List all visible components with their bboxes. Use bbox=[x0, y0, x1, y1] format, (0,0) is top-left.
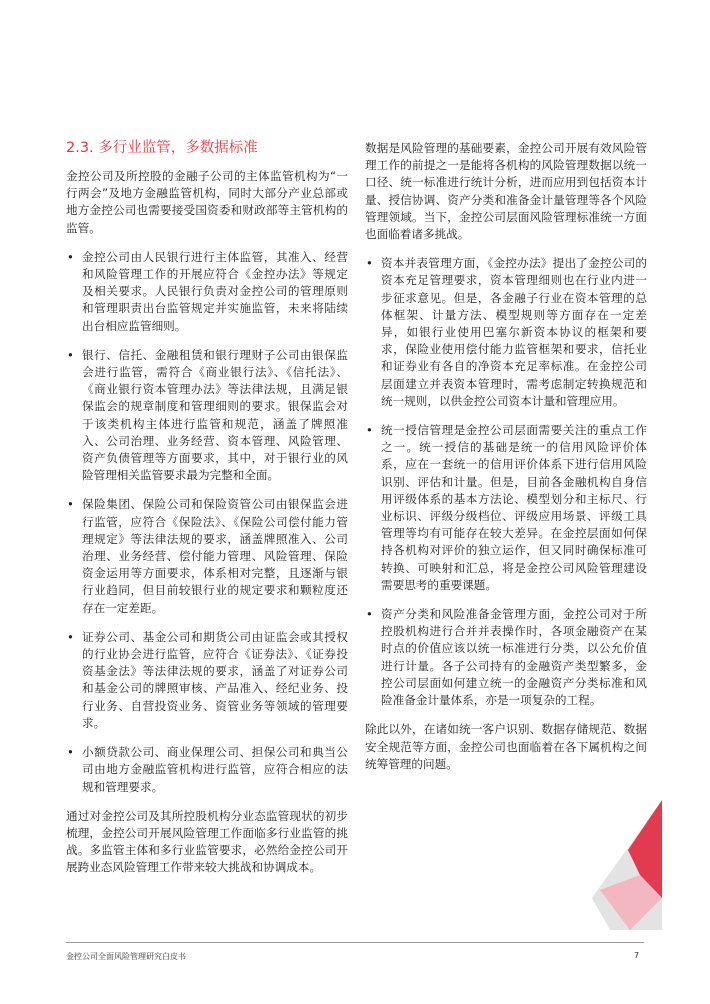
left-closing-paragraph: 通过对金控公司及其所控股机构分业态监管现状的初步梳理，金控公司开展风险管理工作面临多行业监管的挑战。多监管主体和多行业监管要求，必然给金控公司开展跨业态风险管理工作带来较大挑战和协调成本。 bbox=[66, 808, 348, 875]
list-item bbox=[66, 744, 348, 796]
list-item-text: 证券公司、基金公司和期货公司由证监会或其授权的行业协会进行监管，应符合《证券法》、《证券投资基金法》等法律法规的要求，涵盖了对证券公司和基金公司的牌照审核、产品准入、经纪业务、投行业务、自营投资业务、资管业务等领域的管理要求。 bbox=[82, 629, 348, 730]
list-item-text: 保险集团、保险公司和保险资管公司由银保监会进行监管，应符合《保险法》、《保险公司偿付能力管理规定》等法律法规的要求，涵盖牌照准入、公司治理、业务经营、偿付能力管理、风险管理、保险资金运用等方面要求，体系相对完整，且逐渐与银行业趋同，但目前较银行业的规定要求和颗粒度还存在一定差距。 bbox=[82, 497, 348, 615]
list-item-text: 小额贷款公司、商业保理公司、担保公司和典当公司由地方金融监管机构进行监管，应符合相应的法规和管理要求。 bbox=[82, 745, 348, 794]
list-item-text: 资本并表管理方面，《金控办法》提出了金控公司的资本充足管理要求，资本管理细则也在行业内进一步征求意见。但是，各金融子行业在资本管理的总体框架、计量方法、模型规则等方面存在一定差异，如银行业使用巴塞尔新资本协议的框架和要求，保险业使用偿付能力监管框架和要求，信托业和证券业有各自的净资本充足率标准。在金控公司层面建立并表资本管理时，需考虑制定转换规范和统一规则，以供金控公司资本计量和管理应用。 bbox=[381, 256, 647, 408]
right-column bbox=[365, 140, 647, 785]
left-bullet-list bbox=[66, 249, 348, 796]
list-item-text: 金控公司由人民银行进行主体监管，其准入、经营和风险管理工作的开展应符合《金控办法》等规定及相关要求。人民银行负责对金控公司的管理原则和管理职责出台监管规定并实施监管，未来将陆续出台相应监管细则。 bbox=[82, 249, 348, 333]
bullet-dot-icon: • bbox=[366, 256, 373, 271]
list-item bbox=[66, 629, 348, 732]
list-item-text: 统一授信管理是金控公司层面需要关注的重点工作之一。统一授信的基础是统一的信用风险评价体系，应在一套统一的信用评价体系下进行信用风险识别、评估和计量。但是，目前各金融机构自身信用评级体系的基本方法论、模型划分和主标尺、行业标识、评级分级档位、评级应用场景、评级工具管理等均有可能存在较大差异。在金控层面如何保持各机构对评价的独立运作，但又同时确保标准可转换、可映射和汇总，将是金控公司风险管理建设需要思考的重要课题。 bbox=[381, 423, 647, 592]
list-item bbox=[66, 496, 348, 616]
list-item-text: 银行、信托、金融租赁和银行理财子公司由银保监会进行监管，需符合《商业银行法》、《信托法》、《商业银行资本管理办法》等法律法规，且满足银保监会的规章制度和管理细则的要求。银保监会对于该类机构主体进行监管和规范，涵盖了牌照准入、公司治理、业务经营、资本管理、风险管理、资产负债管理等方面要求，其中，对于银行业的风险管理相关监管要求最为完整和全面。 bbox=[82, 347, 348, 483]
footer-title: 金控公司全面风险管理研究白皮书 bbox=[66, 952, 186, 961]
footer-divider bbox=[66, 942, 644, 943]
right-intro-paragraph: 数据是风险管理的基础要素，金控公司开展有效风险管理工作的前提之一是能将各机构的风险管理数据以统一口径、统一标准进行统计分析，进而应用到包括资本计量、授信协调、资产分类和准备金计量管理等各个风险管理领域。当下，金控公司层面风险管理标准统一方面也面临着诸多挑战。 bbox=[365, 141, 647, 242]
page-number: 7 bbox=[634, 951, 640, 960]
section-title: 2.3. 多行业监管，多数据标准 bbox=[66, 140, 258, 156]
list-item bbox=[66, 347, 348, 485]
bullet-dot-icon: • bbox=[366, 423, 373, 438]
list-item bbox=[365, 422, 647, 594]
bullet-dot-icon: • bbox=[67, 347, 74, 362]
list-item bbox=[365, 606, 647, 709]
list-item-text: 资产分类和风险准备金管理方面，金控公司对于所控股机构进行合并并表操作时，各项金融资产在某时点的价值应该以统一标准进行分类，以公允价值进行计量。各子公司持有的金融资产类型繁多，金控公司层面如何建立统一的金融资产分类标准和风险准备金计量体系，亦是一项复杂的工程。 bbox=[381, 607, 647, 708]
bullet-dot-icon: • bbox=[67, 497, 74, 512]
bullet-dot-icon: • bbox=[67, 629, 74, 644]
decorative-triangles-graphic bbox=[580, 780, 670, 930]
right-bullet-list bbox=[365, 255, 647, 709]
left-intro-paragraph: 金控公司及所控股的金融子公司的主体监管机构为“一行两会”及地方金融监管机构，同时大部分产业总部或地方金控公司也需要接受国资委和财政部等主管机构的监管。 bbox=[66, 169, 348, 235]
right-closing-paragraph: 除此以外，在诸如统一客户识别、数据存储规范、数据安全规范等方面，金控公司也面临着在各下属机构之间统筹管理的问题。 bbox=[365, 722, 647, 771]
bullet-dot-icon: • bbox=[67, 249, 74, 264]
left-column bbox=[66, 138, 348, 889]
bullet-dot-icon: • bbox=[366, 607, 373, 622]
bullet-dot-icon: • bbox=[67, 745, 74, 760]
list-item bbox=[66, 249, 348, 335]
list-item bbox=[365, 255, 647, 410]
